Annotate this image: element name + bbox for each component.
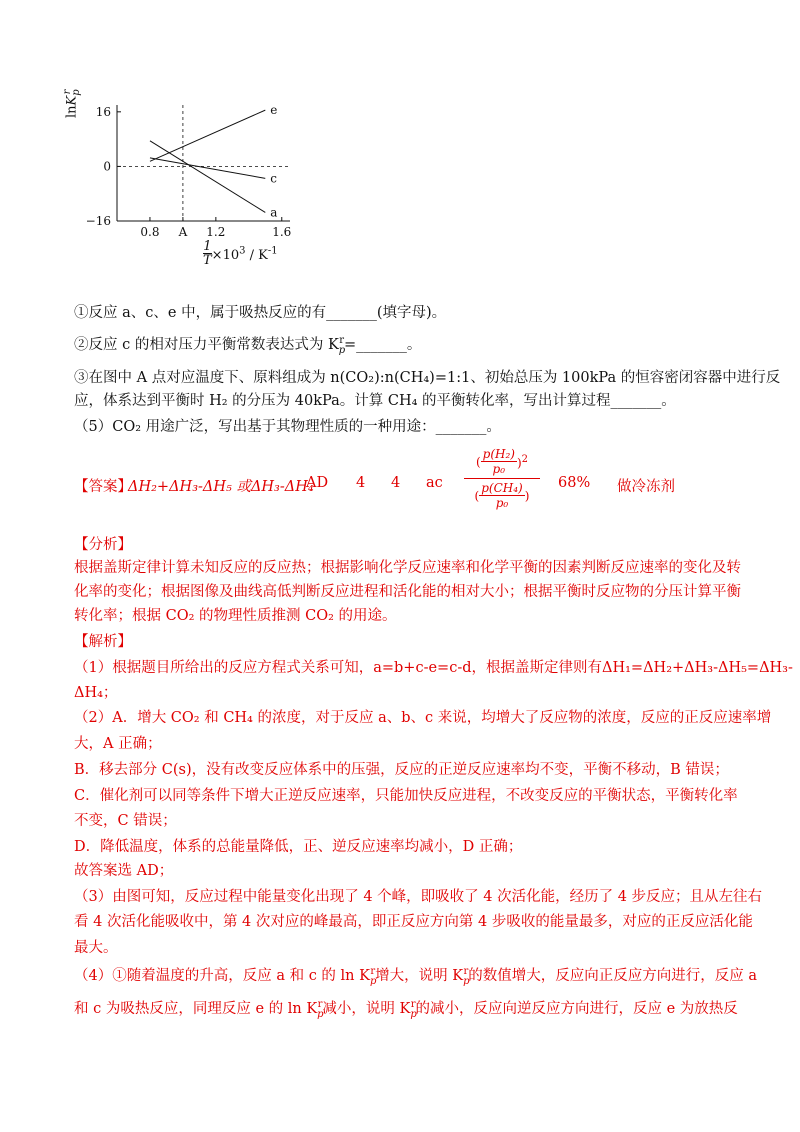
question-1-text: ①反应 a、c、e 中，属于吸热反应的有	[74, 305, 327, 321]
x-axis-title: $\frac{1}{T}$ $\times 10^3 / K^{-1}$	[203, 239, 278, 268]
x-tick-label: 1.6	[272, 225, 292, 239]
solution-title: 【解析】	[74, 634, 132, 650]
series-line-a	[150, 141, 265, 213]
solution-2a: （2）A．增大 CO₂ 和 CH₄ 的浓度，对于反应 a、b、c 来说，均增大了反应物的浓度，反应的正反应速率增	[74, 710, 772, 726]
question-1	[74, 301, 446, 322]
answer-blank: _______	[435, 419, 487, 435]
question-3-line-2: 应，体系达到平衡时 H₂ 的分压为 40kPa。计算 CH₄ 的平衡转化率，写出计算过程_______。	[74, 393, 676, 409]
question-2: ②反应 c 的相对压力平衡常数表达式为 $K_p^r=\_\_\_\_\_\_\_$。	[74, 335, 422, 356]
y-tick-label: 0	[103, 159, 111, 174]
solution-2d: C．催化剂可以同等条件下增大正逆反应速率，只能加快反应进程，不改变反应的平衡状态，平衡转化率	[74, 788, 738, 804]
answer-7: 68%	[558, 475, 591, 491]
answer-blank: _______	[326, 305, 377, 321]
question-1-hint: (填字母)。	[376, 305, 447, 321]
y-tick-label: 16	[95, 104, 111, 119]
solution-4b-part-3: 的减小，反应向逆反应方向进行，反应 e 为放热反	[415, 1001, 738, 1017]
solution-2g: 故答案选 AD；	[74, 863, 174, 879]
solution-3c: 最大。	[74, 940, 118, 956]
x-tick-label: A	[178, 225, 188, 239]
analysis-title: 【分析】	[74, 537, 132, 553]
question-2-text: ②反应 c 的相对压力平衡常数表达式为 K	[74, 337, 339, 353]
answer-8: 做冷冻剂	[617, 479, 675, 495]
series-label-a: a	[270, 205, 278, 220]
answer-blank: _______	[610, 393, 662, 409]
y-axis-title: lnK$_p^r$	[62, 89, 82, 118]
solution-4a-part-1: （4）①随着温度的升高，反应 a 和 c 的 ln K	[74, 968, 370, 984]
analysis-line-2: 化率的变化；根据图像及曲线高低判断反应进程和活化能的相对大小；根据平衡时反应物的分压计算平衡	[74, 584, 741, 600]
solution-2e: 不变，C 错误；	[74, 813, 177, 829]
series-label-c: c	[270, 171, 278, 186]
solution-4a-part-2: 增大，说明 K	[375, 968, 464, 984]
chart-series-lines	[150, 110, 265, 212]
answer-5: ac	[426, 475, 443, 491]
series-line-c	[150, 158, 265, 178]
solution-1b: ΔH₄；	[74, 685, 118, 701]
analysis-line-3: 转化率；根据 CO₂ 的物理性质推测 CO₂ 的用途。	[74, 608, 397, 624]
solution-4b-part-1: 和 c 为吸热反应，同理反应 e 的 ln K	[74, 1001, 318, 1017]
answer-6-p0-top: p₀	[481, 461, 517, 476]
question-5-text: （5）CO₂ 用途广泛，写出基于其物理性质的一种用途：	[74, 419, 436, 435]
answer-blank: _______	[356, 337, 407, 353]
solution-4a-part-3: 的数值增大，反应向正反应方向进行，反应 a	[468, 968, 758, 984]
solution-2b: 大，A 正确；	[74, 736, 162, 752]
x-tick-label: 0.8	[140, 225, 160, 239]
answer-6-p0-bottom: p₀	[479, 495, 525, 510]
y-tick-label: −16	[85, 214, 111, 228]
answer-3: 4	[356, 475, 366, 491]
solution-3b: 看 4 次活化能吸收中，第 4 次对应的峰最高，即正反应方向第 4 步吸收的能量最多，对应的正反应活化能	[74, 914, 753, 930]
question-5: （5）CO₂ 用途广泛，写出基于其物理性质的一种用途：_______。	[74, 419, 501, 435]
question-2-eq: =	[343, 337, 357, 353]
solution-4b-part-2: 减小，说明 K	[322, 1001, 411, 1017]
x-tick-label: 1.2	[206, 225, 226, 239]
series-line-e	[150, 110, 265, 161]
question-3-line-1: ③在图中 A 点对应温度下、原料组成为 n(CO₂):n(CH₄)=1:1、初始总压为 100kPa 的恒容密闭容器中进行反	[74, 370, 781, 386]
answer-6-den: p(CH₄)	[481, 481, 523, 495]
answer-1: ΔH₂+ΔH₃-ΔH₅ 或ΔH₃-ΔH₄	[128, 479, 314, 495]
answer-6-num: p(H₂)	[482, 447, 515, 461]
answer-label: 【答案】	[74, 479, 132, 495]
solution-4b: 和 c 为吸热反应，同理反应 e 的 $\ln K_p^r$减小，说明 $K_p^r$的减小，反应向逆反应方向进行，反应 e 为放热反	[74, 999, 738, 1020]
solution-4a: （4）①随着温度的升高，反应 a 和 c 的 $\ln K_p^r$增大，说明 $K_p^r$的数值增大，反应向正反应方向进行，反应 a	[74, 966, 758, 987]
answer-2: AD	[306, 475, 329, 491]
answer-6-expression: ( $\frac{\text{p(H₂)}}{\text{p₀}}$ )$^2$ ( $\frac{\text{p(CH₄)}}{\text{p₀}}$ )	[464, 447, 540, 510]
solution-2f: D．降低温度，体系的总能量降低，正、逆反应速率均减小，D 正确；	[74, 839, 523, 855]
question-3-text: 应，体系达到平衡时 H₂ 的分压为 40kPa。计算 CH₄ 的平衡转化率，写出计算过程	[74, 393, 611, 409]
solution-2c: B．移去部分 C(s)，没有改变反应体系中的压强，反应的正逆反应速率均不变，平衡不移动，B 错误；	[74, 762, 729, 778]
series-label-e: e	[270, 103, 278, 118]
analysis-line-1: 根据盖斯定律计算未知反应的反应热；根据影响化学反应速率和化学平衡的因素判断反应速率的变化及转	[74, 560, 741, 576]
solution-3a: （3）由图可知，反应过程中能量变化出现了 4 个峰，即吸收了 4 次活化能，经历了 4 步反应；且从左往右	[74, 889, 763, 905]
solution-1a: （1）根据题目所给出的反应方程式关系可知，a=b+c-e=c-d，根据盖斯定律则有ΔH₁=ΔH₂+ΔH₃-ΔH₅=ΔH₃-	[74, 660, 793, 676]
chart-axes	[117, 105, 290, 221]
answer-4: 4	[391, 475, 401, 491]
